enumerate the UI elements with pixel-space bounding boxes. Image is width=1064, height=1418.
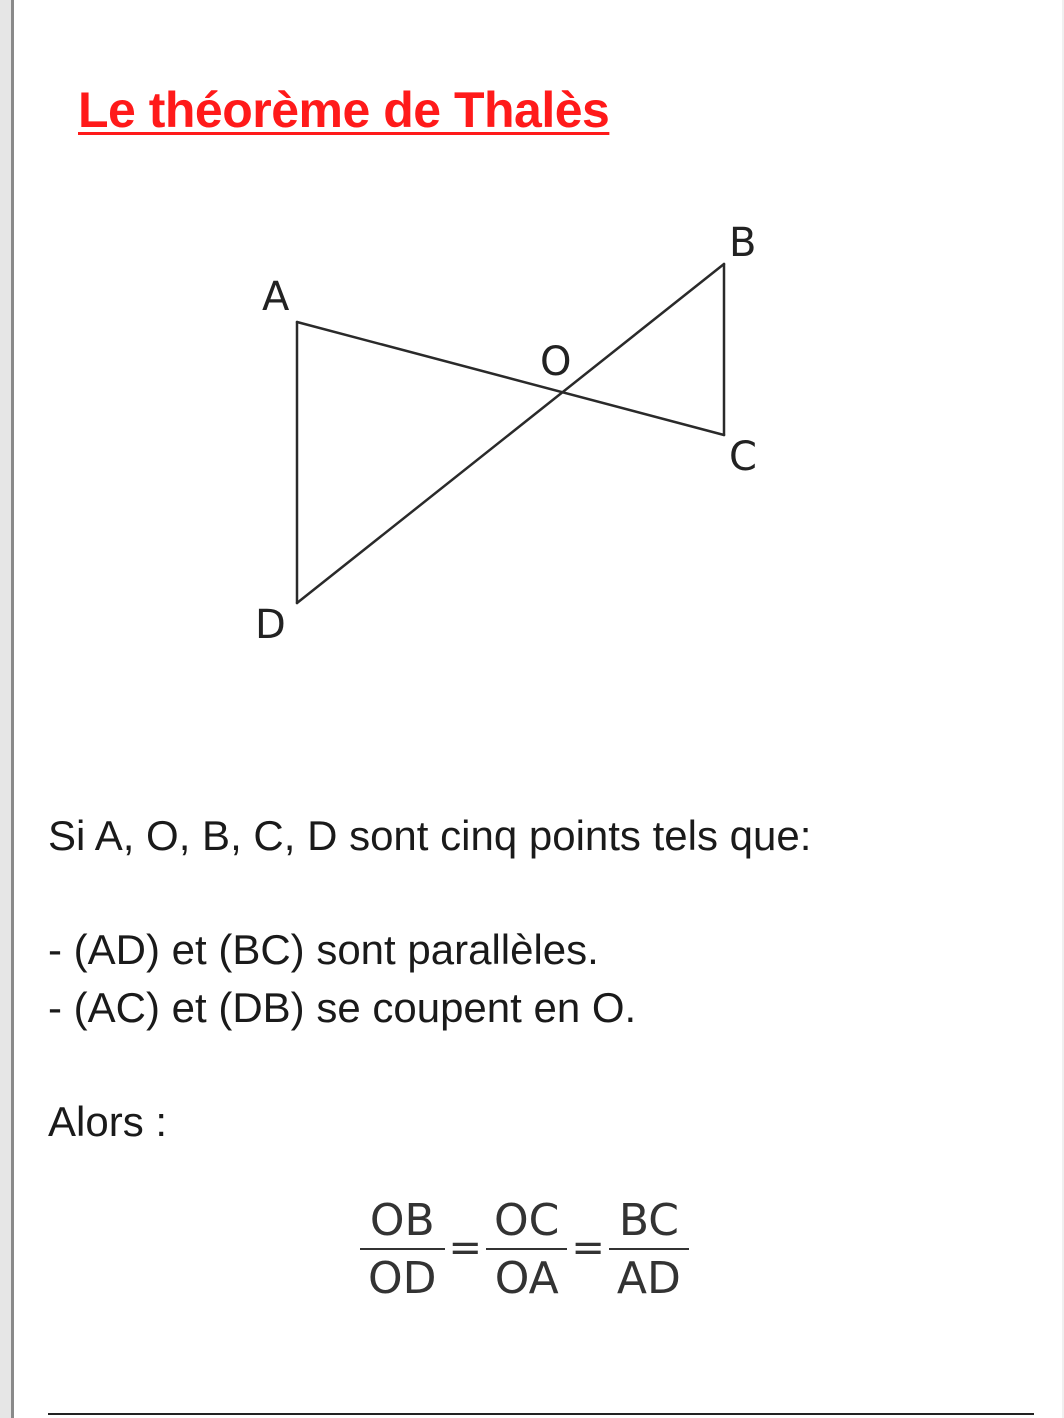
condition-intersection: - (AC) et (DB) se coupent en O.	[48, 984, 637, 1031]
segment-db	[297, 264, 724, 603]
segment-ac	[297, 322, 724, 435]
fraction-denominator: OD	[368, 1253, 437, 1304]
equals-sign: =	[571, 1225, 605, 1271]
fraction-bc-ad	[609, 1196, 689, 1304]
thales-figure	[0, 0, 1064, 700]
fraction-numerator: BC	[618, 1195, 679, 1246]
conclusion-label: Alors :	[48, 1098, 168, 1145]
point-label-o: O	[540, 339, 572, 385]
fraction-denominator: OA	[494, 1253, 559, 1304]
bottom-divider	[48, 1413, 1034, 1415]
fraction-bar	[486, 1248, 567, 1250]
fraction-ob-od	[360, 1196, 445, 1304]
theorem-hypothesis-intro: Si A, O, B, C, D sont cinq points tels que:	[48, 812, 812, 859]
point-label-a: A	[262, 274, 290, 320]
fraction-oc-oa	[486, 1196, 567, 1304]
fraction-numerator: OC	[494, 1195, 560, 1246]
point-label-d: D	[255, 602, 286, 648]
fraction-denominator: AD	[616, 1253, 681, 1304]
point-label-c: C	[729, 434, 757, 480]
thales-ratio-formula	[360, 1196, 689, 1304]
point-label-b: B	[729, 220, 757, 266]
page-title: Le théorème de Thalès	[78, 82, 610, 138]
fraction-numerator: OB	[369, 1195, 435, 1246]
condition-parallel: - (AD) et (BC) sont parallèles.	[48, 926, 599, 973]
fraction-bar	[360, 1248, 445, 1250]
fraction-bar	[609, 1248, 689, 1250]
equals-sign: =	[448, 1225, 483, 1271]
